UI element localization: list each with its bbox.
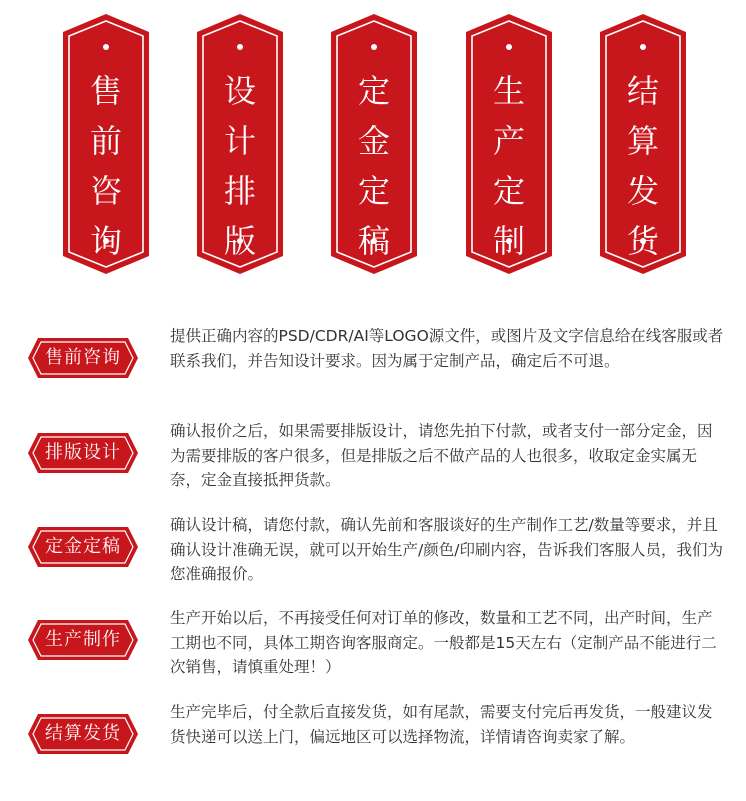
step-description: 确认设计稿，请您付款，确认先前和客服谈好的生产制作工艺/数量等要求，并且确认设计准确无误，就可以开始生产/颜色/印刷内容，告诉我们客服人员，我们为您准确报价。 — [170, 516, 723, 583]
step-label-design-layout: 排版设计 — [28, 433, 138, 473]
step-label-pre-sale: 售前咨询 — [28, 338, 138, 378]
step-label-production: 生产制作 — [28, 620, 138, 660]
plaque-production — [466, 14, 552, 274]
step-description: 生产完毕后，付全款后直接发货，如有尾款，需要支付完后再发货，一般建议发货快递可以送上门，偏远地区可以选择物流，详情请咨询卖家了解。 — [170, 703, 713, 746]
plaque-text: 售 前 咨 询 — [89, 72, 122, 260]
plaque-text: 结 算 发 货 — [626, 72, 659, 260]
plaque-text: 定 金 定 稿 — [357, 72, 390, 260]
plaque-deposit-final — [331, 14, 417, 274]
plaque-text: 设 计 排 版 — [223, 72, 256, 260]
step-description: 确认报价之后，如果需要排版设计，请您先拍下付款，或者支付一部分定金，因为需要排版的客户很多，但是排版之后不做产品的人也很多，收取定金实属无奈，定金直接抵押货款。 — [170, 422, 713, 489]
plaque-settle-ship — [600, 14, 686, 274]
step-label-settle-ship: 结算发货 — [28, 714, 138, 754]
step-description: 生产开始以后，不再接受任何对订单的修改，数量和工艺不同，出产时间，生产工期也不同，具体工期咨询客服商定。一般都是15天左右（定制产品不能进行二次销售，请慎重处理！） — [170, 609, 717, 676]
plaque-pre-sale — [63, 14, 149, 274]
step-label-deposit-final: 定金定稿 — [28, 527, 138, 567]
plaque-design-layout — [197, 14, 283, 274]
step-description: 提供正确内容的PSD/CDR/AI等LOGO源文件，或图片及文字信息给在线客服或者联系我们，并告知设计要求。因为属于定制产品，确定后不可退。 — [170, 327, 724, 370]
plaque-text: 生 产 定 制 — [492, 72, 525, 260]
